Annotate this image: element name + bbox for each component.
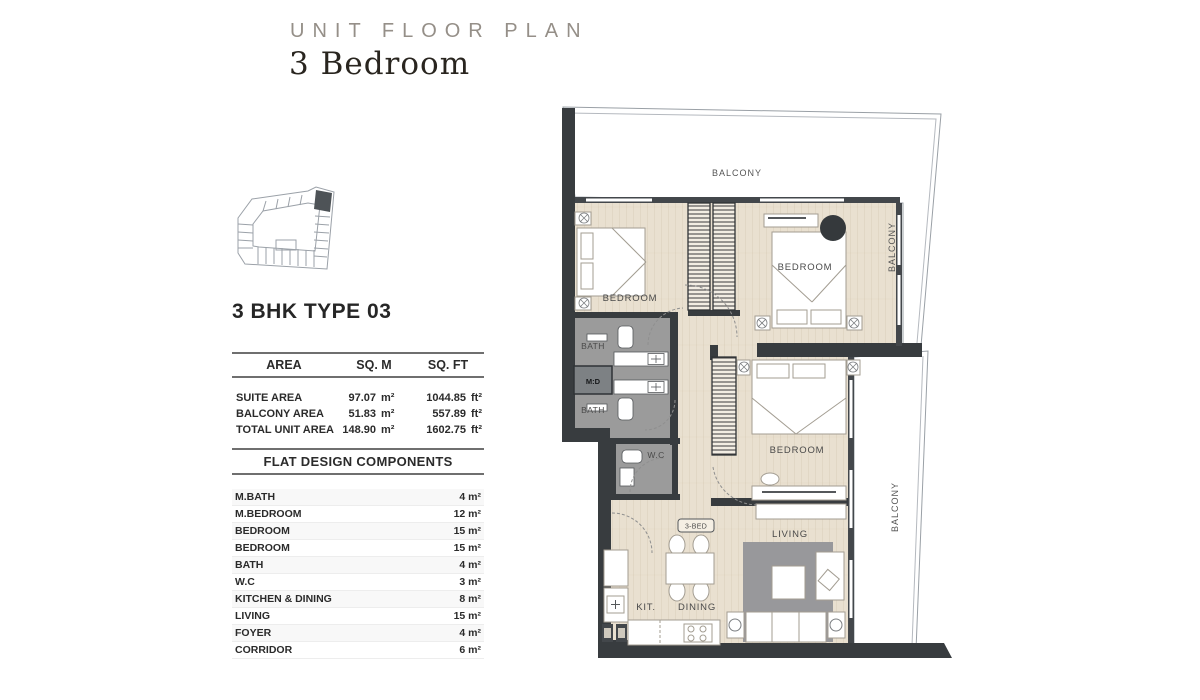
flat-design-components bbox=[232, 448, 484, 659]
building-key-plan bbox=[230, 180, 348, 286]
label-bed-tag: 3-BED bbox=[684, 523, 708, 531]
table-row bbox=[232, 422, 484, 438]
area-table bbox=[232, 352, 484, 438]
sqm-unit: m² bbox=[381, 424, 395, 436]
table-row bbox=[232, 390, 484, 406]
component-label: LIVING bbox=[235, 609, 271, 622]
sqm-unit: m² bbox=[381, 408, 395, 420]
component-value: 3 m² bbox=[459, 575, 481, 588]
component-label: BEDROOM bbox=[235, 541, 290, 554]
component-label: KITCHEN & DINING bbox=[235, 592, 332, 605]
component-label: M.BATH bbox=[235, 490, 276, 503]
table-row bbox=[232, 406, 484, 422]
sqm-unit: m² bbox=[381, 392, 395, 404]
component-label: CORRIDOR bbox=[235, 643, 293, 656]
component-value: 15 m² bbox=[453, 541, 481, 554]
col-sqft: SQ. FT bbox=[427, 358, 469, 372]
component-row bbox=[232, 557, 484, 574]
sqft-unit: ft² bbox=[471, 408, 482, 420]
page-subtitle: 3 Bedroom bbox=[289, 46, 471, 82]
component-value: 8 m² bbox=[459, 592, 481, 605]
sqm-value: 97.07 bbox=[348, 392, 376, 404]
sqft-unit: ft² bbox=[471, 392, 482, 404]
area-table-header bbox=[232, 352, 484, 378]
component-row bbox=[232, 608, 484, 625]
row-label: BALCONY AREA bbox=[236, 408, 325, 420]
component-value: 4 m² bbox=[459, 558, 481, 571]
label-bedroom-3: BEDROOM bbox=[769, 445, 825, 456]
component-label: W.C bbox=[235, 575, 255, 588]
component-row bbox=[232, 523, 484, 540]
component-row bbox=[232, 540, 484, 557]
component-label: M.BEDROOM bbox=[235, 507, 302, 520]
component-row bbox=[232, 574, 484, 591]
row-label: TOTAL UNIT AREA bbox=[236, 424, 334, 436]
label-kitchen: KIT. bbox=[636, 602, 656, 613]
label-bath-2: BATH bbox=[581, 405, 605, 415]
sqft-value: 1602.75 bbox=[426, 424, 466, 436]
sqft-value: 1044.85 bbox=[426, 392, 466, 404]
label-bedroom-2: BEDROOM bbox=[777, 262, 833, 273]
component-row bbox=[232, 642, 484, 659]
sqft-value: 557.89 bbox=[432, 408, 466, 420]
component-value: 4 m² bbox=[459, 490, 481, 503]
sqm-value: 51.83 bbox=[348, 408, 376, 420]
unit-type-heading: 3 BHK TYPE 03 bbox=[232, 300, 392, 323]
label-balcony-top: BALCONY bbox=[711, 168, 763, 178]
col-sqm: SQ. M bbox=[356, 358, 392, 372]
label-bath-1: BATH bbox=[581, 341, 605, 351]
sqm-value: 148.90 bbox=[342, 424, 376, 436]
component-value: 6 m² bbox=[459, 643, 481, 656]
label-balcony-lower-right: BALCONY bbox=[890, 481, 900, 533]
md-closet bbox=[574, 366, 612, 394]
label-bedroom-1: BEDROOM bbox=[602, 293, 658, 304]
floor-plan bbox=[545, 88, 995, 678]
components-heading: FLAT DESIGN COMPONENTS bbox=[232, 448, 484, 475]
col-area: AREA bbox=[266, 358, 302, 372]
component-row bbox=[232, 591, 484, 608]
component-value: 12 m² bbox=[453, 507, 481, 520]
label-dining: DINING bbox=[677, 602, 717, 613]
page-title: UNIT FLOOR PLAN bbox=[290, 20, 589, 42]
component-value: 15 m² bbox=[453, 524, 481, 537]
component-value: 4 m² bbox=[459, 626, 481, 639]
component-row bbox=[232, 506, 484, 523]
component-row bbox=[232, 625, 484, 642]
label-md: M:D bbox=[585, 377, 601, 386]
label-wc: W.C bbox=[647, 450, 665, 460]
highlighted-unit bbox=[314, 190, 332, 212]
component-value: 15 m² bbox=[453, 609, 481, 622]
label-living: LIVING bbox=[772, 529, 808, 540]
component-row bbox=[232, 489, 484, 506]
component-label: BATH bbox=[235, 558, 264, 571]
sqft-unit: ft² bbox=[471, 424, 482, 436]
round-chair bbox=[820, 215, 846, 241]
label-balcony-upper-right: BALCONY bbox=[887, 221, 897, 273]
unit-tag bbox=[678, 519, 714, 532]
row-label: SUITE AREA bbox=[236, 392, 303, 404]
component-label: FOYER bbox=[235, 626, 272, 639]
component-label: BEDROOM bbox=[235, 524, 290, 537]
